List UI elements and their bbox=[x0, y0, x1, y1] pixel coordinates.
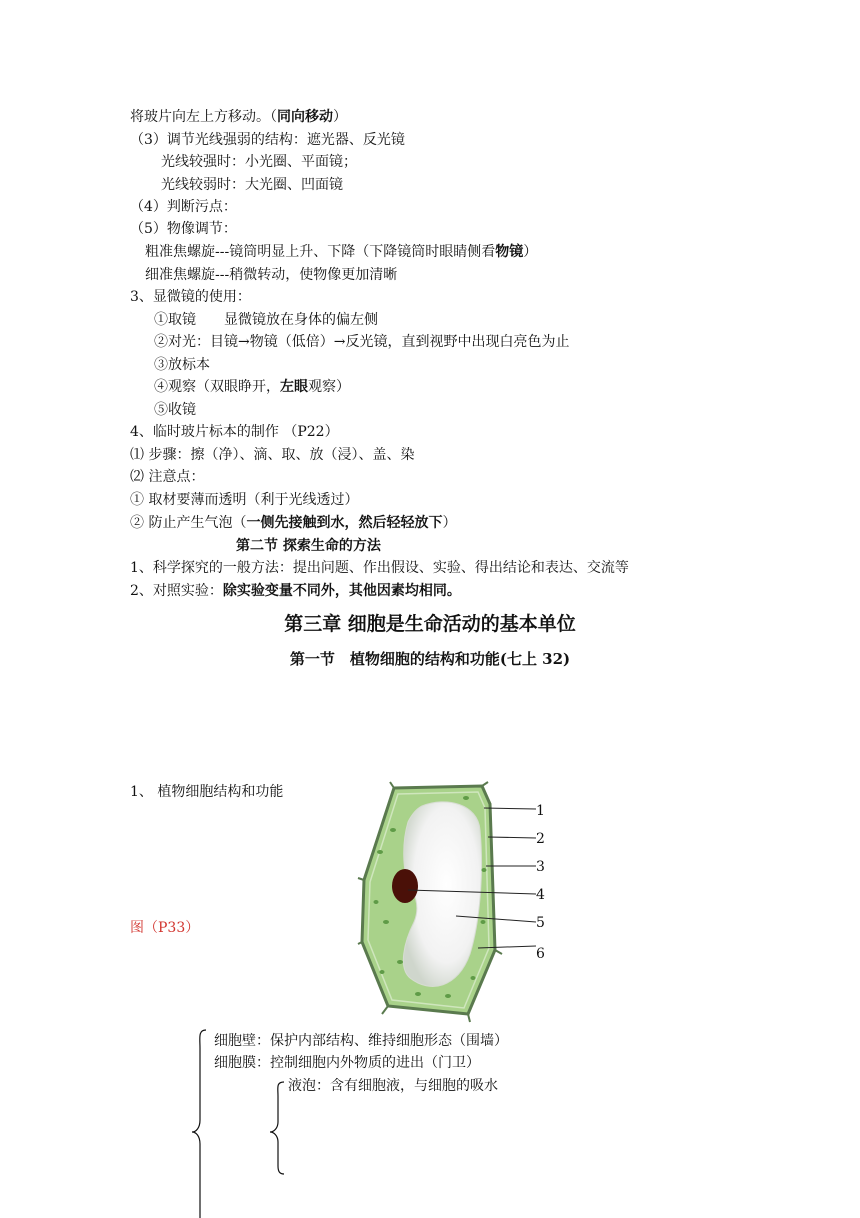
text-line-11: ②对光：目镜→物镜（低倍）→反光镜，直到视野中出现白亮色为止 bbox=[154, 334, 570, 350]
text-line-4: 光线较弱时：大光圈、凹面镜 bbox=[161, 177, 343, 193]
text-line-15: 4、临时玻片标本的制作 （P22） bbox=[130, 424, 339, 440]
chapter-title: 第三章 细胞是生命活动的基本单位 bbox=[284, 613, 576, 635]
text-line-22: 2、对照实验：除实验变量不同外，其他因素均相同。 bbox=[130, 583, 461, 599]
figure-label-2: 2 bbox=[536, 831, 545, 847]
text-line-1: 将玻片向左上方移动。（同向移动） bbox=[130, 109, 347, 125]
text-line-19: ② 防止产生气泡（一侧先接触到水，然后轻轻放下） bbox=[130, 515, 457, 531]
text-line-7: 粗准焦螺旋---镜筒明显上升、下降（下降镜筒时眼睛侧看物镜） bbox=[145, 244, 538, 260]
text-line-16: ⑴ 步骤：擦（净）、滴、取、放（浸）、盖、染 bbox=[130, 447, 415, 463]
text-line-12: ③放标本 bbox=[154, 357, 210, 373]
text-line-5: （4）判断污点： bbox=[130, 199, 237, 215]
summary-cell-membrane: 细胞膜：控制细胞内外物质的进出（门卫） bbox=[214, 1055, 480, 1071]
outer-brace bbox=[190, 1028, 210, 1218]
figure-label-5: 5 bbox=[536, 915, 545, 931]
text-line-17: ⑵ 注意点： bbox=[130, 469, 205, 485]
cell-heading: 1、 植物细胞结构和功能 bbox=[130, 784, 284, 800]
text-line-13: ④观察（双眼睁开，左眼观察） bbox=[154, 379, 350, 395]
figure-label-3: 3 bbox=[536, 859, 545, 875]
nucleus bbox=[392, 869, 418, 903]
figure-label-6: 6 bbox=[536, 946, 545, 962]
figure-ref: 图（P33） bbox=[130, 920, 200, 936]
text-line-8: 细准焦螺旋---稍微转动，使物像更加清晰 bbox=[145, 267, 398, 283]
text-line-9: 3、显微镜的使用： bbox=[130, 289, 251, 305]
summary-vacuole: 液泡：含有细胞液，与细胞的吸水 bbox=[288, 1078, 498, 1094]
text-line-14: ⑤收镜 bbox=[154, 402, 196, 418]
text-line-10: ①取镜 显微镜放在身体的偏左侧 bbox=[154, 312, 378, 328]
section-heading-2: 第二节 探索生命的方法 bbox=[236, 538, 381, 554]
text-line-6: （5）物像调节： bbox=[130, 221, 237, 237]
inner-brace bbox=[268, 1080, 288, 1176]
text-line-3: 光线较强时：小光圈、平面镜； bbox=[161, 154, 357, 170]
figure-label-1: 1 bbox=[536, 803, 545, 819]
plant-cell-figure bbox=[358, 782, 558, 1022]
text-line-2: （3）调节光线强弱的结构：遮光器、反光镜 bbox=[130, 132, 405, 148]
section-title: 第一节 植物细胞的结构和功能(七上 32) bbox=[289, 650, 571, 668]
figure-label-4: 4 bbox=[536, 887, 545, 903]
text-line-21: 1、科学探究的一般方法：提出问题、作出假设、实验、得出结论和表达、交流等 bbox=[130, 560, 629, 576]
summary-cell-wall: 细胞壁：保护内部结构、维持细胞形态（围墙） bbox=[214, 1033, 508, 1049]
text-line-18: ① 取材要薄而透明（利于光线透过） bbox=[130, 492, 359, 508]
